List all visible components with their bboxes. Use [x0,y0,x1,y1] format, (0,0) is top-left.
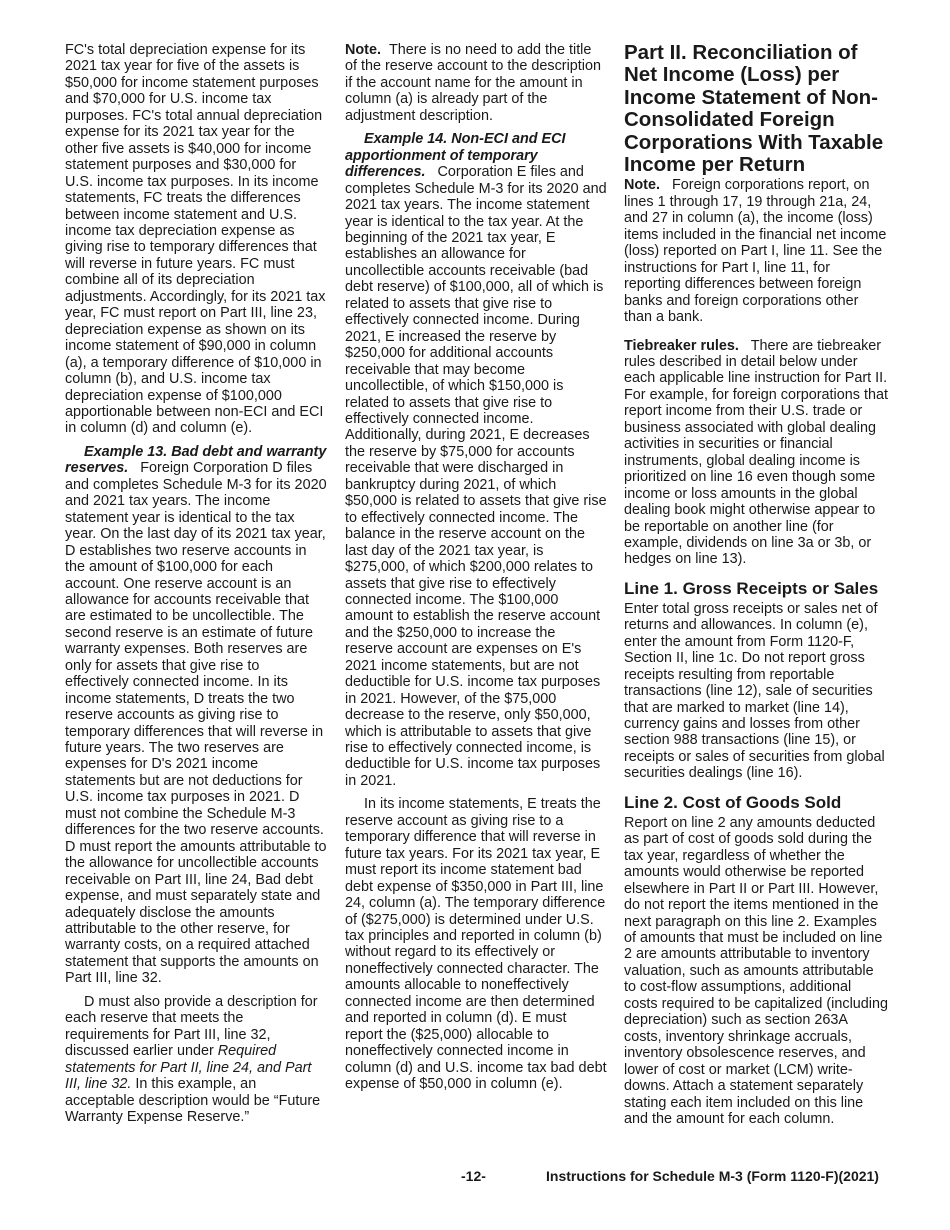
line-1-body: Enter total gross receipts or sales net of returns and allowances. In column (e), enter the amount from Form 1120-F, Section II, line 1c. Do not report gross receipts resulting from reportable transactions (line 12), sale of securities that are marked to market (line 14), currency gains and losses from other section 988 transactions (line 15), or receipts or sales of securities from global securities dealings (line 16). [624,600,885,782]
note-label: Note. [345,42,381,58]
reserve-description-paragraph [65,994,327,1126]
note-paragraph [345,42,607,124]
example-13-paragraph [65,444,327,987]
tiebreaker-label: Tiebreaker rules. [624,337,739,354]
page-number: -12- [461,1168,486,1184]
example-13-heading: Example 13. Bad debt and warranty reserves. [65,443,327,477]
tiebreaker-paragraph [624,338,888,568]
example-14-paragraph [345,131,607,789]
tiebreaker-body: There are tiebreaker rules described in detail below under each applicable line instruction for Part II. For example, for foreign corporations that report income from their U.S. trade or business associated with global dealing activities in securities or financial instruments, global dealing income is prioritized on line 16 even though some income or loss amounts in the global dealing book might otherwise appear to be reportable on another line (for example, dividends on line 3a or 3b, or hedges on line 13). [624,337,888,568]
part-ii-note-body: Foreign corporations report, on lines 1 through 17, 19 through 21a, 24, and 27 in column (a), the income (loss) items included in the financial net income (loss) reported on Part I, line 11. See the instructions for Part I, line 11, for reporting differences between foreign banks and foreign corporations other than a bank. [624,177,887,326]
line-2-heading: Line 2. Cost of Goods Sold [624,792,842,812]
reserve-description-text-end: In this example, an acceptable description would be “Future Warranty Expense Reserve.” [65,1076,321,1125]
line-1-heading: Line 1. Gross Receipts or Sales [624,578,879,598]
document-title: Instructions for Schedule M-3 (Form 1120-F)(2021) [546,1168,879,1184]
line-2-body: Report on line 2 any amounts deducted as part of cost of goods sold during the tax year, regardless of whether the amounts would otherwise be reported elsewhere in Part II or Part III. However, do not report the items mentioned in the next paragraph on this line 2. Examples of amounts that must be included on line 2 are amounts attributable to inventory valuation, such as amounts attributable to cost-flow assumptions, additional costs required to be capitalized (including depreciation) such as section 263A costs, inventory shrinkage accruals, inventory obsolescence reserves, and lower of cost or market (LCM) write-downs. Attach a statement separately stating each item included on this line and the amount for each column. [624,814,888,1127]
temporary-difference-paragraph: In its income statements, E treats the reserve account as giving rise to a temporary difference that will reverse in future tax years. For its 2021 tax year, E must report its income statement bad debt expense of $350,000 in Part III, line 24, column (a). The temporary difference of ($275,000) is determined under U.S. tax principles and reported in column (b) without regard to its effectively or noneffectively connected character. The amounts allocable to noneffectively connected income are then determined and reported in column (d). E must report the ($25,000) allocable to noneffectively connected income in column (d) and U.S. income tax bad debt expense of $50,000 in column (e). [345,796,607,1093]
reserve-description-text: D must also provide a description for each reserve that meets the requirements for Part III, line 32, discussed earlier under [65,993,318,1060]
example-14-body: Corporation E files and completes Schedule M-3 for its 2020 and 2021 tax years. The income statement year is identical to the tax year. At the beginning of the 2021 tax year, E establishes an allowance for uncollectible accounts receivable (bad debt reserve) of $100,000, all of which is related to assets that give rise to effectively connected income. During 2021, E increased the reserve by $250,000 for additional accounts receivable that may become uncollectible, of which $150,000 is related to assets that give rise to effectively connected income. Additionally, during 2021, E decreases the reserve by $75,000 for accounts receivable that were discharged in bankruptcy during 2021, of which $50,000 is related to assets that give rise to effectively connected income. The balance in the reserve account on the last day of the 2021 tax year, is $275,000, of which $200,000 relates to assets that give rise to effectively connected income. The $100,000 amount to establish the reserve account and the $250,000 to increase the reserve account are expenses on E's 2021 income statements, but are not deductible for U.S. income tax purposes in 2021. However, of the $75,000 decrease to the reserve, only $50,000, which is attributable to assets that give rise to effectively connected income, is deductible for U.S. income tax purposes in 2021. [345,164,607,789]
note-body: There is no need to add the title of the reserve account to the description if the account name for the amount in column (a) is already part of the adjustment description. [345,42,601,124]
column-left [65,42,327,1125]
column-middle [345,42,607,1093]
required-statements-reference: Required statements for Part II, line 24, and Part III, line 32. [65,1043,312,1093]
part-ii-title: Part II. Reconciliation of Net Income (Loss) per Income Statement of Non-Consolidated Foreign Corporations With Taxable Income per Return [624,41,884,177]
part-ii-note-paragraph [624,177,888,325]
part-ii-note-label: Note. [624,177,660,194]
column-right [624,42,888,1127]
example-13-body: Foreign Corporation D files and completes Schedule M-3 for its 2020 and 2021 tax years. The income statement year is identical to the tax year. On the last day of its 2021 tax year, D establishes two reserve accounts in the amount of $100,000 for each account. One reserve account is an allowance for accounts receivable that are estimated to be uncollectible. The second reserve is an estimate of future warranty expenses. Both reserves are only for assets that give rise to effectively connected income. In its income statements, D treats the two reserve accounts as giving rise to temporary differences that will reverse in future years. The two reserves are expenses for D's 2021 income statements but are not deductions for U.S. income tax purposes in 2021. D must not combine the Schedule M-3 differences for the two reserve accounts. D must report the amounts attributable to the allowance for uncollectible accounts receivable on Part III, line 24, Bad debt expense, and must separately state and adequately disclose the amounts attributable to the other reserve, for warranty costs, on a required attached statement that supports the amounts on Part III, line 32. [65,460,327,987]
example-14-heading: Example 14. Non-ECI and ECI apportionment of temporary differences. [345,131,566,181]
depreciation-paragraph: FC's total depreciation expense for its 2021 tax year for five of the assets is $50,000 for income statement purposes and $70,000 for U.S. income tax purposes. FC's total annual depreciation expense for its 2021 tax year for the other five assets is $40,000 for income statement purposes and $30,000 for U.S. income tax purposes. In its income statements, FC treats the differences between income statement and U.S. income tax depreciation expense as giving rise to temporary differences that will reverse in future years. FC must combine all of its depreciation adjustments. Accordingly, for its 2021 tax year, FC must report on Part III, line 23, depreciation expense as shown on its income statement of $90,000 in column (a), a temporary difference of $10,000 in column (b), and U.S. income tax depreciation expense of $100,000 apportionable between non-ECI and ECI in column (d) and column (e). [65,42,326,437]
